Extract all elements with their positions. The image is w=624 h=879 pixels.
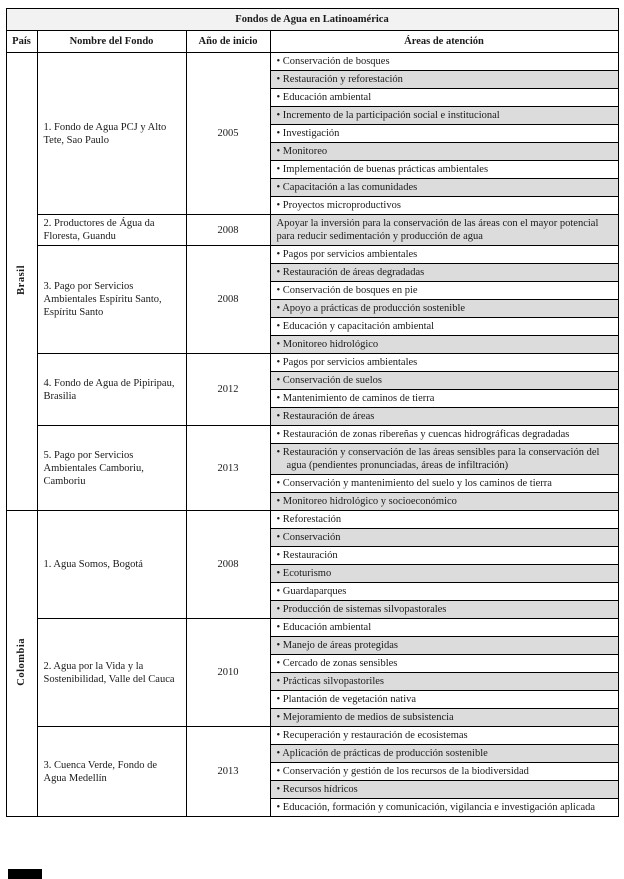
col-header-pais: País <box>6 31 37 53</box>
area-cell: Apoyar la inversión para la conservación de las áreas con el mayor potencial para reducir sedimentación y producción de agua <box>270 215 618 246</box>
fund-name-cell: 3. Pago por Servicios Ambientales Espíritu Santo, Espíritu Santo <box>37 246 186 354</box>
col-header-nombre: Nombre del Fondo <box>37 31 186 53</box>
area-cell: • Monitoreo <box>270 143 618 161</box>
area-cell: • Educación ambiental <box>270 619 618 637</box>
page <box>0 8 624 879</box>
area-cell: • Reforestación <box>270 511 618 529</box>
area-cell: • Restauración de zonas ribereñas y cuencas hidrográficas degradadas <box>270 426 618 444</box>
table-body <box>6 53 618 817</box>
area-cell: • Aplicación de prácticas de producción sostenible <box>270 745 618 763</box>
area-cell: • Investigación <box>270 125 618 143</box>
fund-start-year-cell: 2013 <box>186 426 270 511</box>
fund-name-cell: 1. Agua Somos, Bogotá <box>37 511 186 619</box>
table-row <box>6 426 618 444</box>
area-cell: • Monitoreo hidrológico <box>270 336 618 354</box>
area-cell: • Restauración de áreas <box>270 408 618 426</box>
area-cell: • Cercado de zonas sensibles <box>270 655 618 673</box>
country-label: Brasil <box>16 264 27 295</box>
area-cell: • Conservación de suelos <box>270 372 618 390</box>
area-cell: • Proyectos microproductivos <box>270 197 618 215</box>
area-cell: • Mantenimiento de caminos de tierra <box>270 390 618 408</box>
page-artifact <box>8 869 42 879</box>
table-row <box>6 215 618 246</box>
area-cell: • Pagos por servicios ambientales <box>270 354 618 372</box>
col-header-areas: Áreas de atención <box>270 31 618 53</box>
area-cell: • Educación, formación y comunicación, vigilancia e investigación aplicada <box>270 799 618 817</box>
fund-name-cell: 4. Fondo de Agua de Pipiripau, Brasilia <box>37 354 186 426</box>
fund-start-year-cell: 2008 <box>186 215 270 246</box>
fund-name-cell: 3. Cuenca Verde, Fondo de Agua Medellín <box>37 727 186 817</box>
fund-start-year-cell: 2013 <box>186 727 270 817</box>
area-cell: • Manejo de áreas protegidas <box>270 637 618 655</box>
area-cell: • Recuperación y restauración de ecosistemas <box>270 727 618 745</box>
title-row <box>6 9 618 31</box>
table-row <box>6 511 618 529</box>
table-row <box>6 727 618 745</box>
area-cell: • Conservación <box>270 529 618 547</box>
area-cell: • Implementación de buenas prácticas ambientales <box>270 161 618 179</box>
area-cell: • Guardaparques <box>270 583 618 601</box>
fund-start-year-cell: 2005 <box>186 53 270 215</box>
fund-name-cell: 1. Fondo de Agua PCJ y Alto Tete, Sao Paulo <box>37 53 186 215</box>
area-cell: • Prácticas silvopastoriles <box>270 673 618 691</box>
area-cell: • Educación ambiental <box>270 89 618 107</box>
area-cell: • Restauración y conservación de las áreas sensibles para la conservación del agua (pendientes pronunciadas, áreas de infiltración) <box>270 444 618 475</box>
area-cell: • Conservación de bosques en pie <box>270 282 618 300</box>
fund-name-cell: 2. Productores de Água da Floresta, Guandu <box>37 215 186 246</box>
table-row <box>6 619 618 637</box>
fund-start-year-cell: 2010 <box>186 619 270 727</box>
area-cell: • Mejoramiento de medios de subsistencia <box>270 709 618 727</box>
country-cell <box>6 53 37 511</box>
area-cell: • Ecoturismo <box>270 565 618 583</box>
fund-start-year-cell: 2008 <box>186 511 270 619</box>
water-funds-table <box>6 8 619 817</box>
area-cell: • Educación y capacitación ambiental <box>270 318 618 336</box>
area-cell: • Conservación de bosques <box>270 53 618 71</box>
area-cell: • Pagos por servicios ambientales <box>270 246 618 264</box>
area-cell: • Capacitación a las comunidades <box>270 179 618 197</box>
area-cell: • Producción de sistemas silvopastorales <box>270 601 618 619</box>
area-cell: • Conservación y gestión de los recursos de la biodiversidad <box>270 763 618 781</box>
area-cell: • Restauración y reforestación <box>270 71 618 89</box>
area-cell: • Monitoreo hidrológico y socioeconómico <box>270 493 618 511</box>
fund-start-year-cell: 2008 <box>186 246 270 354</box>
fund-name-cell: 5. Pago por Servicios Ambientales Camboriu, Camboriu <box>37 426 186 511</box>
area-cell: • Conservación y mantenimiento del suelo y los caminos de tierra <box>270 475 618 493</box>
area-cell: • Plantación de vegetación nativa <box>270 691 618 709</box>
country-label: Colombia <box>16 637 27 686</box>
col-header-anio: Año de inicio <box>186 31 270 53</box>
table-row <box>6 53 618 71</box>
area-cell: • Incremento de la participación social e institucional <box>270 107 618 125</box>
area-cell: • Restauración de áreas degradadas <box>270 264 618 282</box>
area-cell: • Apoyo a prácticas de producción sostenible <box>270 300 618 318</box>
country-cell <box>6 511 37 817</box>
table-row <box>6 246 618 264</box>
table-row <box>6 354 618 372</box>
table-title: Fondos de Agua en Latinoamérica <box>6 9 618 31</box>
area-cell: • Restauración <box>270 547 618 565</box>
fund-start-year-cell: 2012 <box>186 354 270 426</box>
header-row <box>6 31 618 53</box>
area-cell: • Recursos hídricos <box>270 781 618 799</box>
fund-name-cell: 2. Agua por la Vida y la Sostenibilidad, Valle del Cauca <box>37 619 186 727</box>
